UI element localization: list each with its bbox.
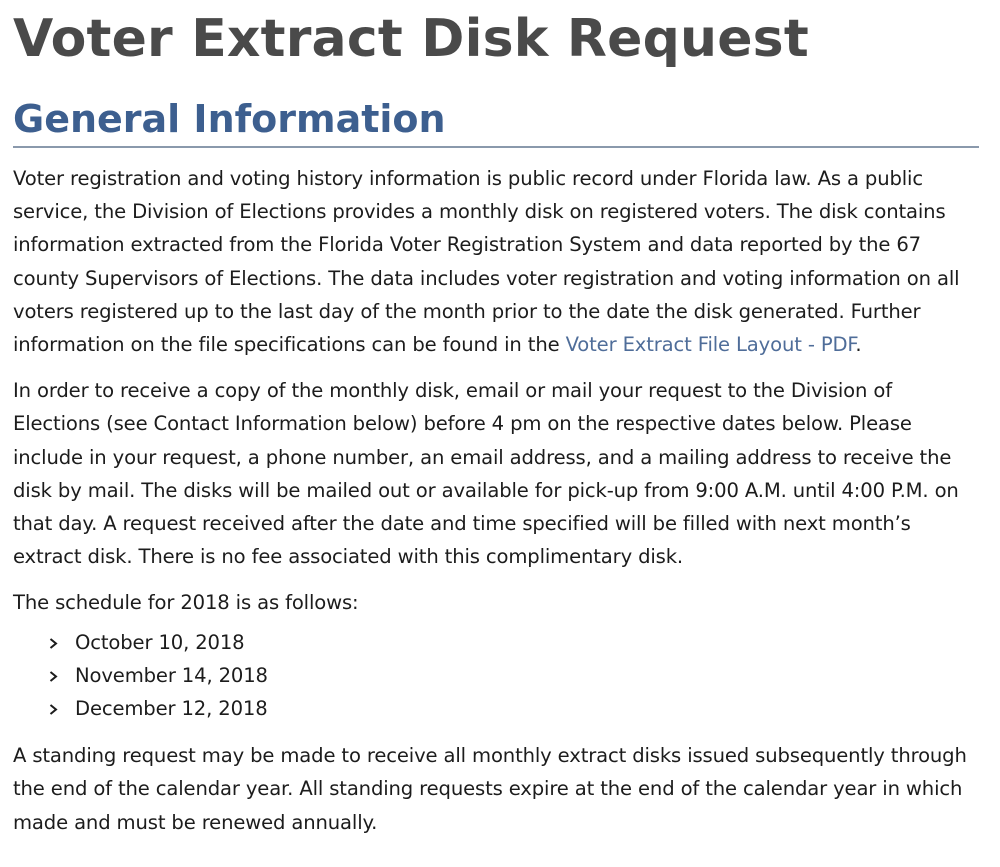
section-heading-general-information: General Information (13, 94, 979, 148)
request-paragraph: In order to receive a copy of the monthly disk, email or mail your request to the Division of Elections (see Contact Information below) before 4 pm on the respective dates below. Please include in your request, a phone number, an email address, and a mailing address to receive the disk by mail. The disks will be mailed out or available for pick-up from 9:00 A.M. until 4:00 P.M. on that day. A request received after the date and time specified will be filled with next month’s extract disk. There is no fee associated with this complimentary disk. (13, 379, 959, 569)
schedule-date: November 14, 2018 (75, 663, 268, 687)
schedule-date: December 12, 2018 (75, 697, 268, 721)
intro-text: Voter registration and voting history information is public record under Florida law. As a public service, the Division of Elections provides a monthly disk on registered voters. The disk contains information extracted from the Florida Voter Registration System and data reported by the 67 county Supervisors of Elections. The data includes voter registration and voting information on all voters registered up to the last day of the month prior to the date the disk generated. Further information on the file specifications can be found in the (13, 167, 960, 357)
schedule-list (13, 626, 981, 726)
standing-request-paragraph: A standing request may be made to receive all monthly extract disks issued subsequently through the end of the calendar year. All standing requests expire at the end of the calendar year in which made and must be renewed annually. (13, 744, 967, 834)
schedule-intro: The schedule for 2018 is as follows: (13, 591, 359, 615)
schedule-list-item (49, 626, 981, 659)
intro-paragraph (13, 162, 981, 361)
page-title: Voter Extract Disk Request (13, 9, 809, 69)
article-body (13, 162, 981, 852)
chevron-right-icon (49, 671, 58, 682)
schedule-list-item (49, 659, 981, 692)
chevron-right-icon (49, 638, 58, 649)
intro-text-end: . (855, 333, 862, 357)
schedule-date: October 10, 2018 (75, 630, 245, 654)
voter-extract-file-layout-link[interactable]: Voter Extract File Layout - PDF (565, 333, 856, 357)
schedule-list-item (49, 692, 981, 725)
chevron-right-icon (49, 704, 58, 715)
